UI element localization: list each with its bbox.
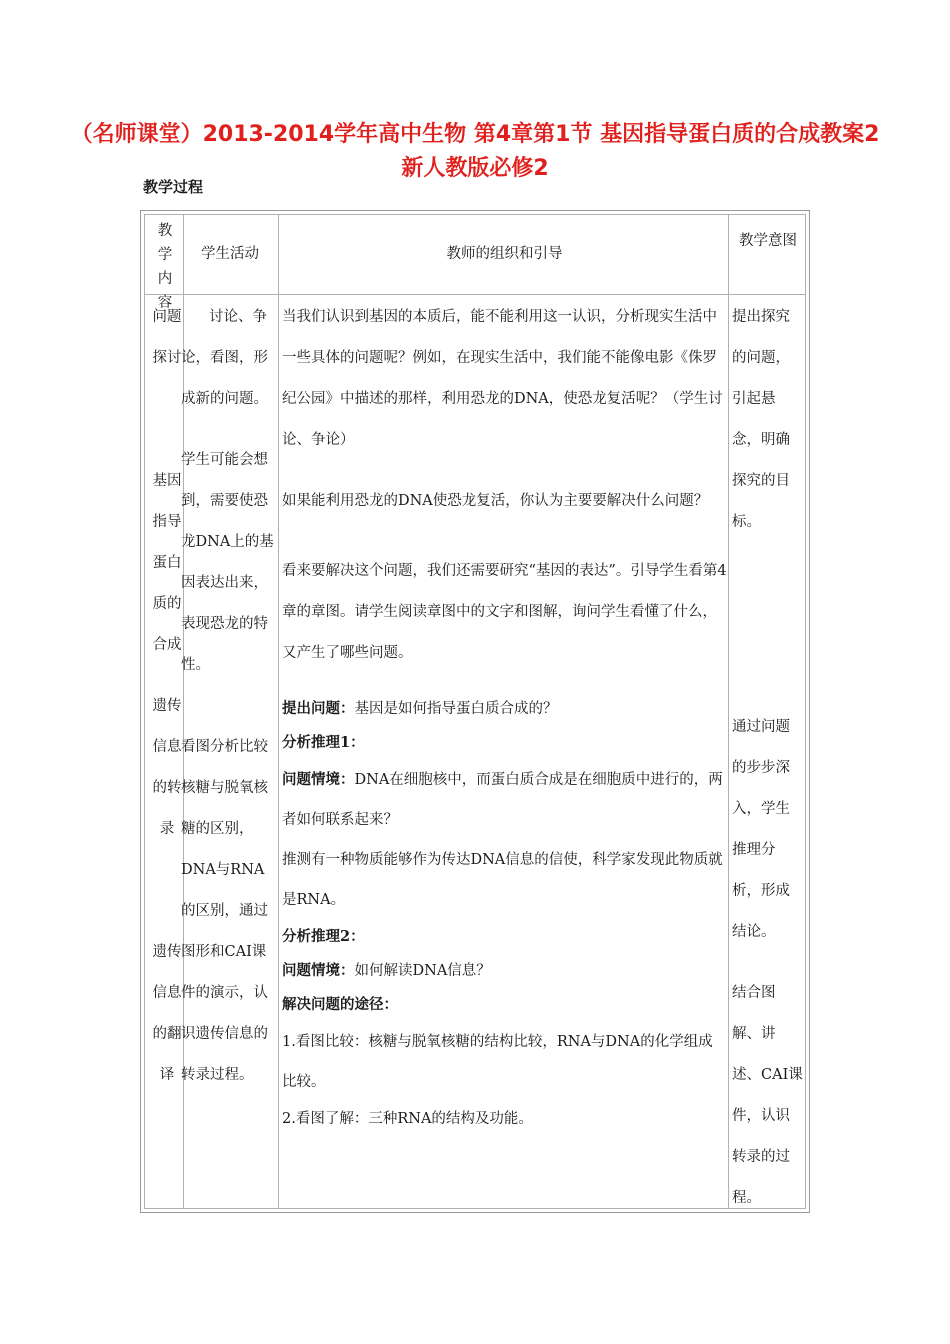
teacher-para-2: 如果能利用恐龙的DNA使恐龙复活，你认为主要要解决什么问题？: [282, 493, 709, 509]
solution-path-label: 解决问题的途径：: [282, 996, 398, 1013]
section-heading: 教学过程: [143, 178, 204, 196]
header-content: 教学内容: [157, 223, 173, 311]
topic-gene-protein: 基因指导蛋白质的合成: [152, 473, 182, 653]
student-activity-3: 看图分析比较核糖与脱氧核糖的区别，DNA与RNA的区别，通过图形和CAI课件的演示，认识遗传信息的转录过程。: [181, 739, 268, 1083]
header-intent: 教学意图: [739, 233, 797, 249]
situation-1-follow: 推测有一种物质能够作为传达DNA信息的信使，科学家发现此物质就是RNA。: [282, 852, 723, 908]
document-title: （名师课堂）2013-2014学年高中生物 第4章第1节 基因指导蛋白质的合成教案2 新人教版必修2: [70, 122, 880, 181]
header-teacher-guidance: 教师的组织和引导: [446, 246, 563, 262]
header-student-activity: 学生活动: [201, 246, 259, 262]
analysis-1-label: 分析推理1：: [282, 734, 365, 751]
raise-question: 提出问题：基因是如何指导蛋白质合成的？: [282, 700, 558, 717]
teacher-para-1: 当我们认识到基因的本质后，能不能利用这一认识，分析现实生活中一些具体的问题呢？例如，在现实生活中，我们能不能像电影《侏罗纪公园》中描述的那样，利用恐龙的DNA，使恐龙复活呢？（学生讨论、争论）: [282, 309, 723, 448]
student-activity-2: 学生可能会想到，需要使恐龙DNA上的基因表达出来，表现恐龙的特性。: [181, 452, 274, 673]
situation-2: 问题情境：如何解读DNA信息？: [282, 962, 491, 979]
topic-transcription: 遗传信息的转录: [152, 698, 182, 837]
student-activity-1: 讨论、争论，看图，形成新的问题。: [181, 309, 268, 407]
topic-translation: 遗传信息的翻译: [152, 944, 182, 1083]
teacher-para-3: 看来要解决这个问题，我们还需要研究“基因的表达”。引导学生看第4章的章图。请学生阅读章图中的文字和图解，询问学生看懂了什么，又产生了哪些问题。: [282, 563, 727, 661]
analysis-2-label: 分析推理2：: [282, 928, 365, 945]
solution-step-1: 1.看图比较：核糖与脱氧核糖的结构比较，RNA与DNA的化学组成比较。: [282, 1034, 713, 1090]
intent-2: 通过问题的步步深入，学生推理分析，形成结论。: [732, 719, 790, 940]
lesson-table: [140, 210, 810, 1213]
situation-1: 问题情境：DNA在细胞核中，而蛋白质合成是在细胞质中进行的，两者如何联系起来？: [282, 771, 723, 828]
intent-3: 结合图解、讲述、CAI课件，认识转录的过程。: [732, 985, 803, 1206]
solution-step-2: 2.看图了解：三种RNA的结构及功能。: [282, 1111, 533, 1127]
topic-question: 问题探讨: [152, 309, 182, 366]
intent-1: 提出探究的问题，引起悬念，明确探究的目标。: [732, 309, 790, 530]
